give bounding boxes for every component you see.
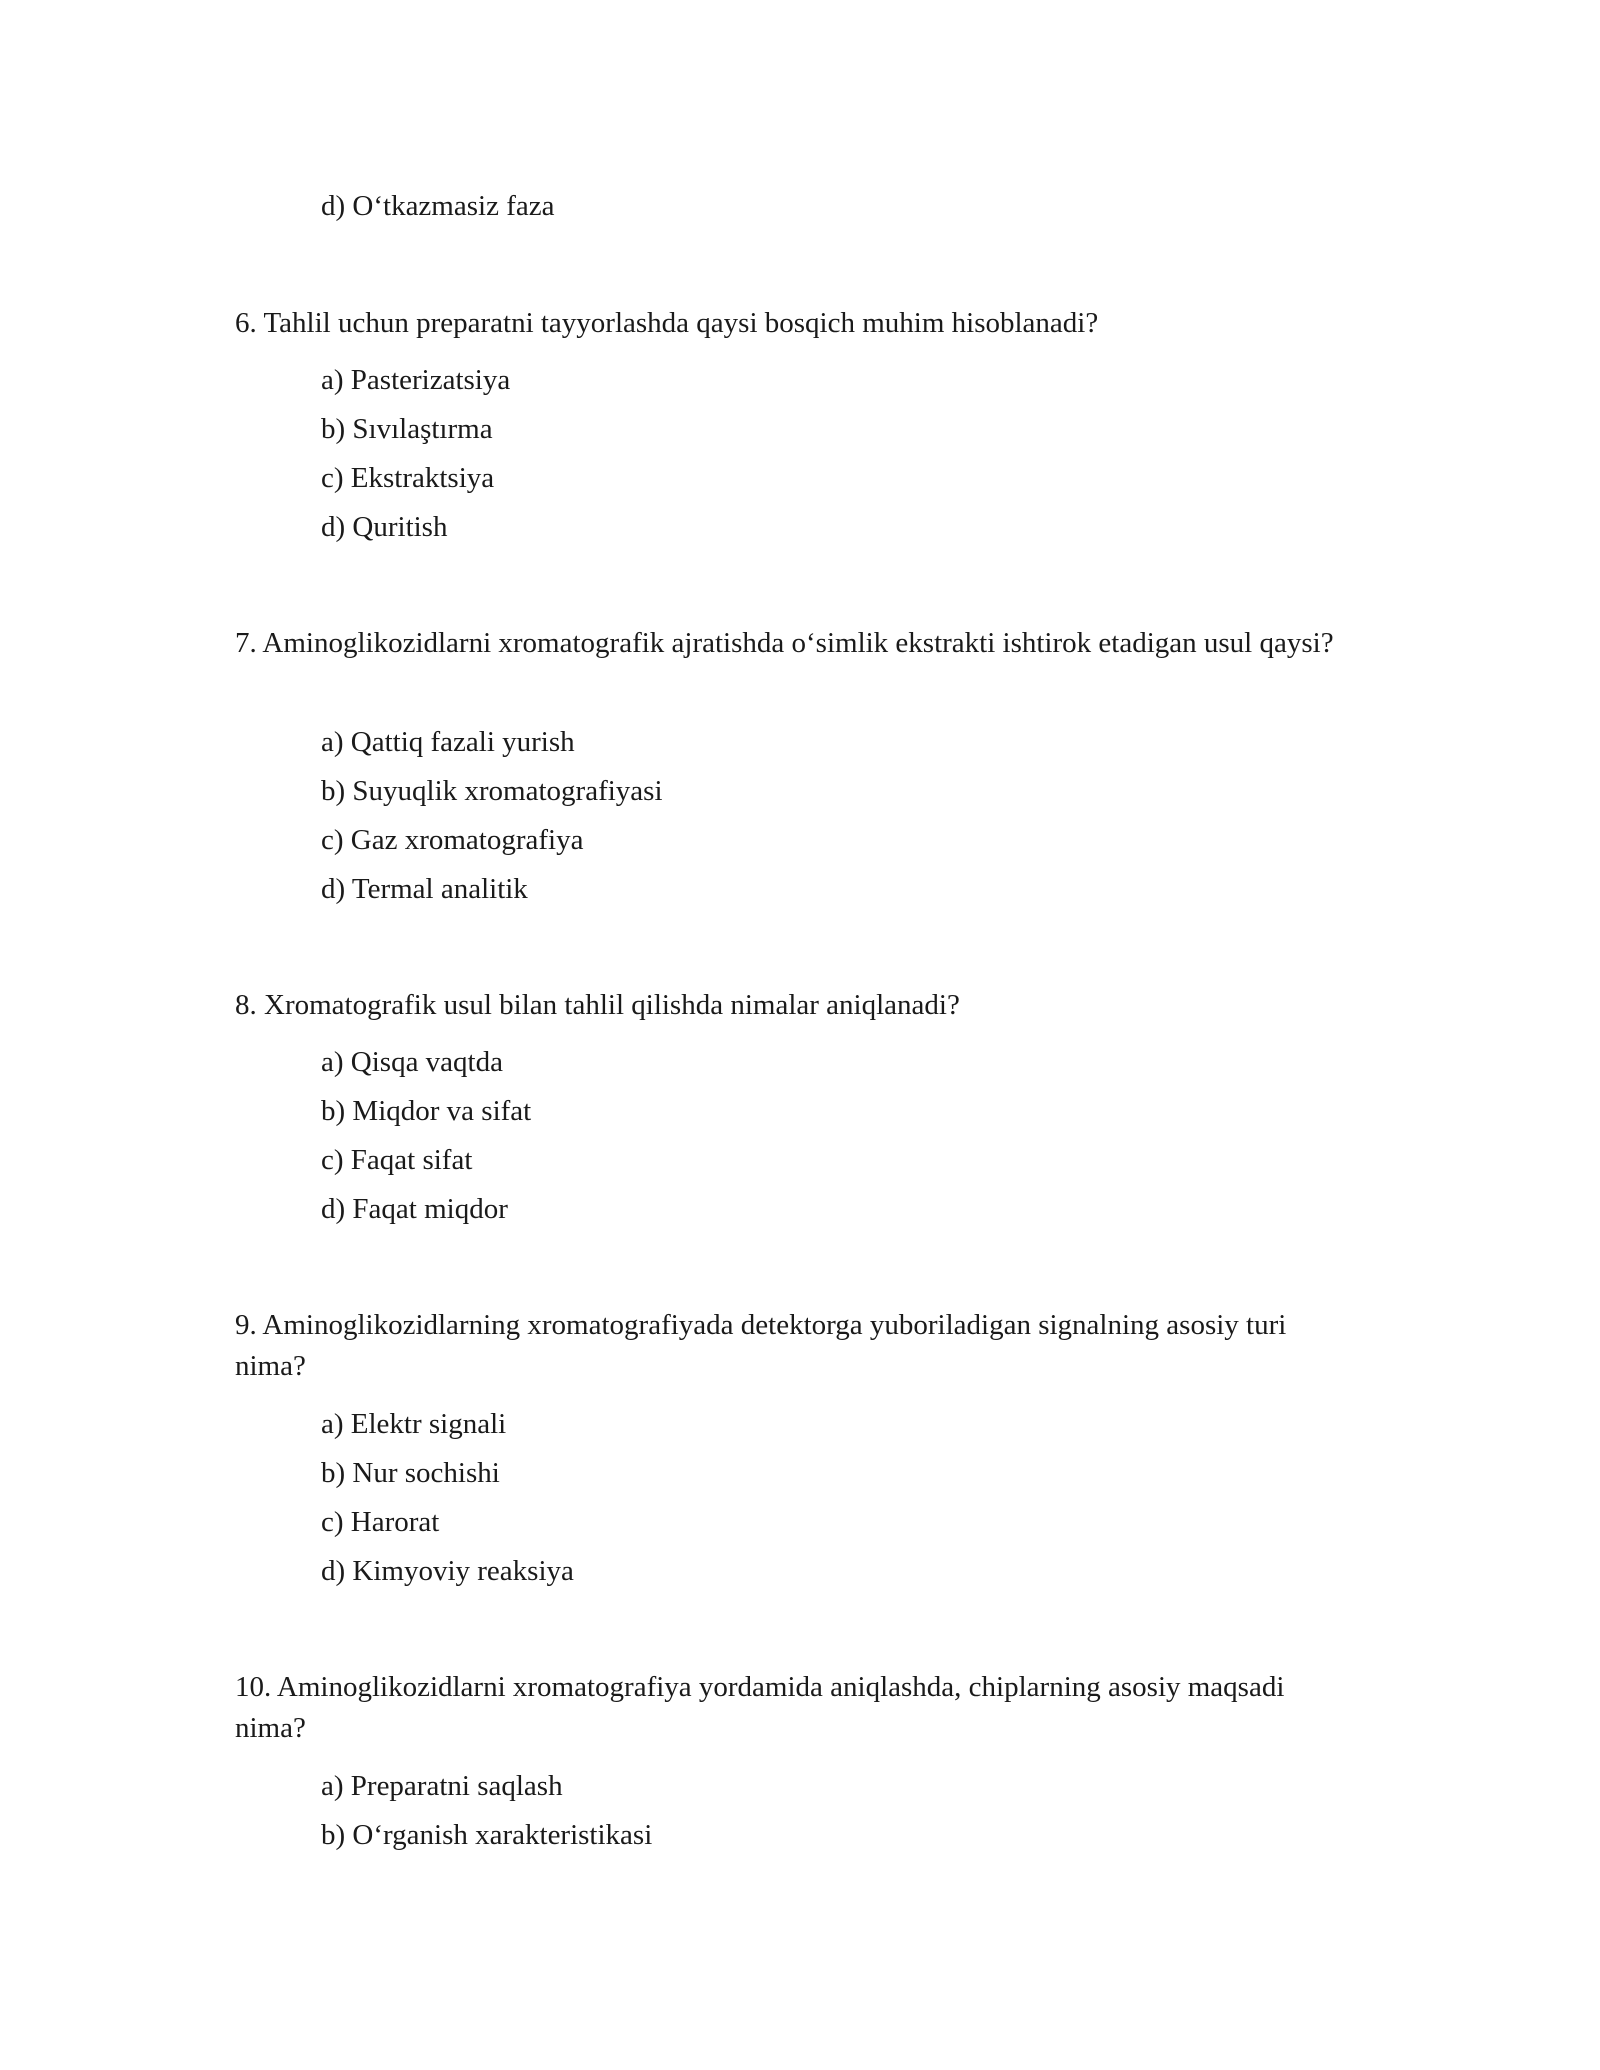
question-text: 10. Aminoglikozidlarni xromatografiya yordamida aniqlashda, chiplarning asosiy maqsadi nima? xyxy=(235,1671,1285,1744)
option-b: b) Nur sochishi xyxy=(321,1457,500,1489)
option-b: b) Suyuqlik xromatografiyasi xyxy=(321,775,663,807)
option-d: d) Quritish xyxy=(321,511,448,543)
option-c: c) Gaz xromatografiya xyxy=(321,824,584,856)
option-b: b) O‘rganish xarakteristikasi xyxy=(321,1819,653,1851)
option-a: a) Qattiq fazali yurish xyxy=(321,726,575,758)
option-a: a) Elektr signali xyxy=(321,1408,507,1440)
option-b: b) Miqdor va sifat xyxy=(321,1095,532,1127)
option-a: a) Preparatni saqlash xyxy=(321,1770,563,1802)
option-d-previous-question: d) O‘tkazmasiz faza xyxy=(321,190,555,222)
option-a: a) Qisqa vaqtda xyxy=(321,1046,503,1078)
option-d: d) Kimyoviy reaksiya xyxy=(321,1555,574,1587)
option-a: a) Pasterizatsiya xyxy=(321,364,511,396)
option-d: d) Faqat miqdor xyxy=(321,1193,508,1225)
question-text: 8. Xromatografik usul bilan tahlil qilishda nimalar aniqlanadi? xyxy=(235,989,960,1021)
option-b: b) Sıvılaştırma xyxy=(321,413,493,445)
question-text: 7. Aminoglikozidlarni xromatografik ajratishda o‘simlik ekstrakti ishtirok etadigan usul qaysi? xyxy=(235,627,1334,659)
question-text: 6. Tahlil uchun preparatni tayyorlashda qaysi bosqich muhim hisoblanadi? xyxy=(235,307,1099,339)
option-d: d) Termal analitik xyxy=(321,873,528,905)
option-c: c) Faqat sifat xyxy=(321,1144,473,1176)
question-text: 9. Aminoglikozidlarning xromatografiyada detektorga yuboriladigan signalning asosiy turi nima? xyxy=(235,1309,1287,1382)
option-c: c) Ekstraktsiya xyxy=(321,462,495,494)
option-c: c) Harorat xyxy=(321,1506,440,1538)
